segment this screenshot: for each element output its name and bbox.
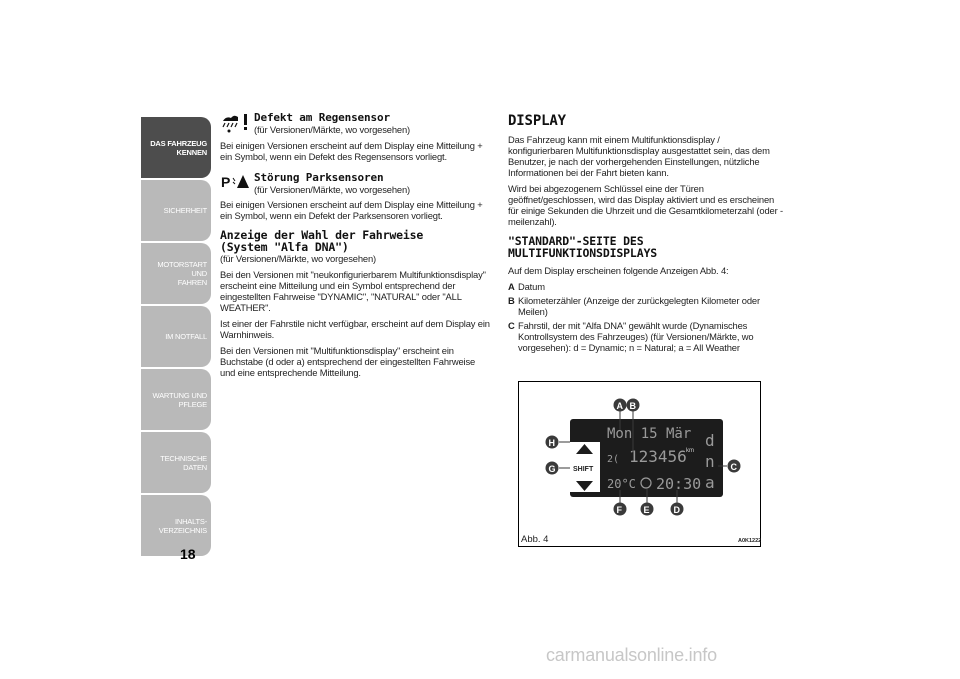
paragraph: Bei einigen Versionen erscheint auf dem Display eine Mitteilung + ein Symbol, wenn ein Defekt des Regensensors vorliegt. <box>220 140 483 162</box>
svg-text:D: D <box>673 505 680 515</box>
display-figure <box>518 381 761 547</box>
svg-text:A: A <box>616 401 623 411</box>
callout-H <box>546 436 559 449</box>
shift-label: SHIFT <box>573 466 594 473</box>
figure-caption: Abb. 4 <box>521 534 549 545</box>
tab-label: SICHERHEIT <box>163 206 207 215</box>
page-number: 18 <box>180 546 196 562</box>
park-sensor-header <box>220 172 490 195</box>
tab-label: INHALTS- VERZEICHNIS <box>158 516 207 535</box>
item-text: Datum <box>518 281 545 292</box>
section-title: Anzeige der Wahl der Fahrweise <box>220 228 424 242</box>
tab-label: TECHNISCHE DATEN <box>160 453 207 472</box>
tab-label: IM NOTFALL <box>165 332 207 341</box>
item-text: Kilometerzähler (Anzeige der zurückgelegten Kilometer oder Meilen) <box>518 295 760 317</box>
tab-sicherheit[interactable] <box>141 180 211 241</box>
mode-letter-n: n <box>705 452 715 471</box>
svg-text:B: B <box>629 401 636 411</box>
left-column <box>220 112 490 383</box>
item-key: C <box>508 320 515 331</box>
standard-page-heading: "STANDARD"-SEITE DES <box>508 234 644 248</box>
tab-motorstart-und-fahren[interactable] <box>141 243 211 304</box>
display-range: 2( <box>607 454 620 465</box>
svg-text:P: P <box>221 174 231 190</box>
tab-das-fahrzeug-kennen[interactable] <box>141 117 211 178</box>
svg-text:H: H <box>548 438 555 448</box>
svg-text:G: G <box>548 464 556 474</box>
list-item <box>508 295 786 317</box>
list-item <box>508 320 786 353</box>
tab-label: DAS FAHRZEUG KENNEN <box>150 138 207 157</box>
svg-text:F: F <box>616 505 622 515</box>
display-date: Mon 15 Mär <box>607 426 692 442</box>
section-subtitle: (für Versionen/Märkte, wo vorgesehen) <box>220 253 376 264</box>
paragraph: Ist einer der Fahrstile nicht verfügbar, erscheint auf dem Display ein Warnhinweis. <box>220 318 490 340</box>
paragraph: Bei den Versionen mit "Multifunktionsdisplay" erscheint ein Buchstabe (d oder a) entsprechend der eingestellten Fahrweise und eine entsprechende Mitteilung. <box>220 345 476 378</box>
mode-letter-a: a <box>705 473 715 492</box>
paragraph: Auf dem Display erscheinen folgende Anzeigen Abb. 4: <box>508 265 729 276</box>
list-item <box>508 281 786 292</box>
item-key: A <box>508 281 515 292</box>
right-column <box>508 112 786 356</box>
display-time: 20:30 <box>656 475 702 493</box>
paragraph: Bei einigen Versionen erscheint auf dem Display eine Mitteilung + ein Symbol, wenn ein Defekt der Parksensoren vorliegt. <box>220 199 483 221</box>
paragraph: Bei den Versionen mit "neukonfigurierbarem Multifunktionsdisplay" erscheint eine Mitteilung und ein Symbol entsprechend der eingestellten Fahrweise "DYNAMIC", "NATURAL" oder "ALL WEATHER". <box>220 269 486 313</box>
figure-code: A0K1222 <box>738 538 762 544</box>
callout-E <box>641 503 654 516</box>
display-heading: DISPLAY <box>508 113 566 129</box>
tab-label: MOTORSTART UND FAHREN <box>157 260 207 287</box>
svg-text:C: C <box>730 462 737 472</box>
watermark: carmanualsonline.info <box>546 645 717 665</box>
section-subtitle: (für Versionen/Märkte, wo vorgesehen) <box>254 184 410 195</box>
tab-inhaltsverzeichnis[interactable] <box>141 495 211 556</box>
tab-technische-daten[interactable] <box>141 432 211 493</box>
callout-A <box>614 399 627 412</box>
callout-D <box>671 503 684 516</box>
display-illustration <box>519 382 760 546</box>
rain-sensor-warning-icon <box>220 112 250 136</box>
callout-C <box>728 460 741 473</box>
mode-letter-d: d <box>705 431 715 450</box>
callout-G <box>546 462 559 475</box>
section-title: Defekt am Regensensor <box>254 111 390 124</box>
tab-wartung-und-pflege[interactable] <box>141 369 211 430</box>
section-subtitle: (für Versionen/Märkte, wo vorgesehen) <box>254 124 410 135</box>
display-odometer: 123456 <box>629 447 687 466</box>
tab-im-notfall[interactable] <box>141 306 211 367</box>
section-title: Störung Parksensoren <box>254 171 384 184</box>
standard-page-heading-line2: MULTIFUNKTIONSDISPLAYS <box>508 246 658 260</box>
section-title-line2: (System "Alfa DNA") <box>220 240 349 254</box>
rain-sensor-header <box>220 112 490 136</box>
paragraph: Wird bei abgezogenem Schlüssel eine der Türen geöffnet/geschlossen, wird das Display aktiviert und es erscheinen für einige Sekunden die Uhrzeit und die Gesamtkilometerzahl (oder -meilenzahl). <box>508 183 783 227</box>
svg-text:E: E <box>643 505 650 515</box>
park-sensor-warning-icon <box>220 172 250 194</box>
paragraph: Das Fahrzeug kann mit einem Multifunktionsdisplay / konfigurierbaren Multifunktionsdisplay ausgestattet sein, das dem Benutzer, je nach der vorhergehenden Einstellungen, nützliche Informationen bei der Fahrt bieten kann. <box>508 134 770 178</box>
display-unit: km <box>686 448 694 454</box>
callout-B <box>627 399 640 412</box>
tab-label: WARTUNG UND PFLEGE <box>152 390 207 409</box>
chapter-tabs <box>141 117 211 558</box>
callout-F <box>614 503 627 516</box>
display-temperature: 20°C <box>607 477 636 491</box>
item-text: Fahrstil, der mit "Alfa DNA" gewählt wurde (Dynamisches Kontrollsystem des Fahrzeuges) (für Versionen/Märkte, wo vorgesehen): d = Dynamic; n = Natural; a = All Weather <box>518 320 754 353</box>
item-key: B <box>508 295 515 306</box>
